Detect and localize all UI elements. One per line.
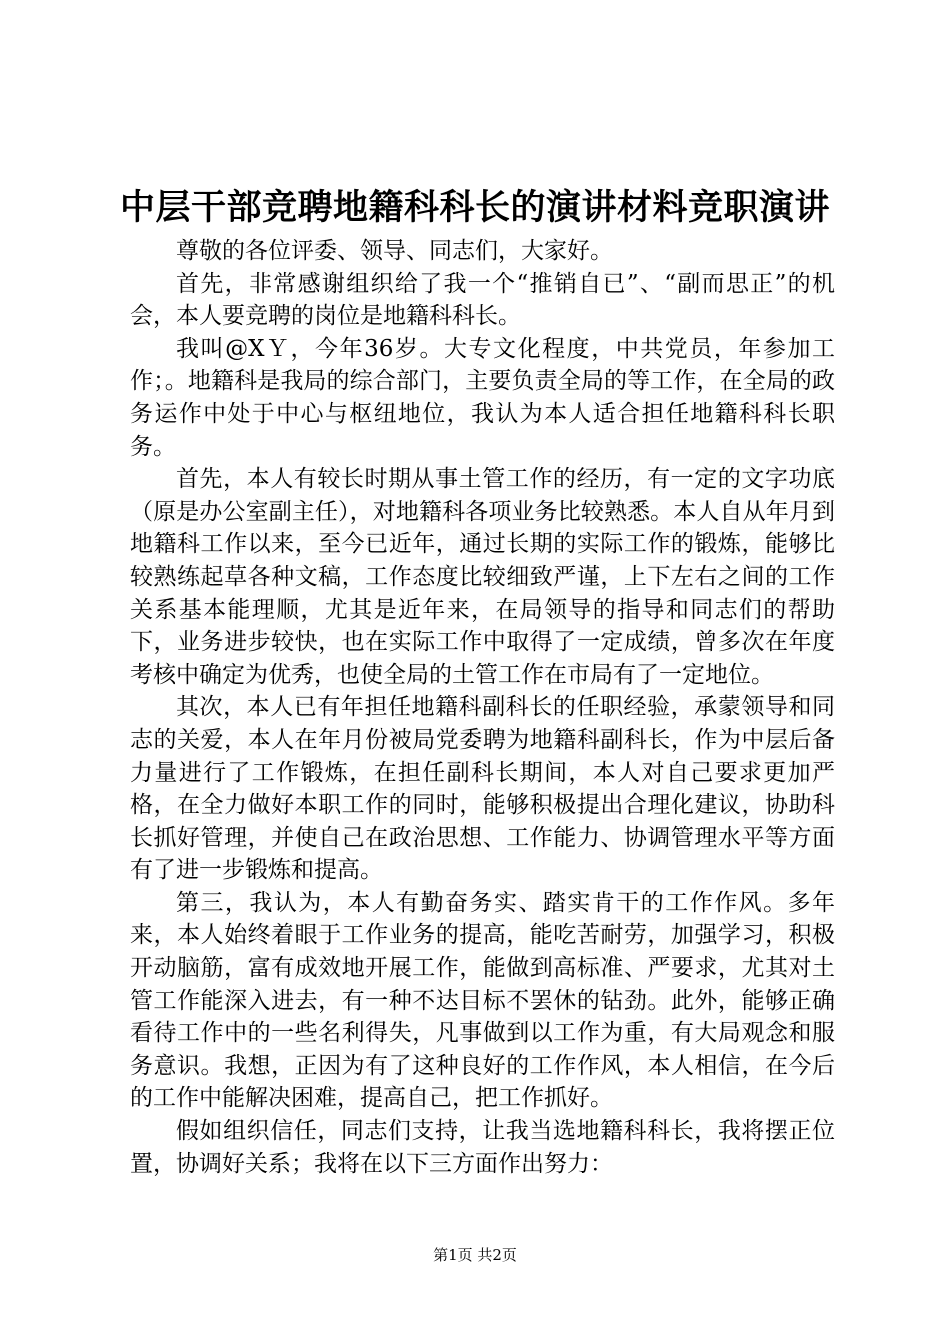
paragraph-third-reason: 第三，我认为，本人有勤奋务实、踏实肯干的工作作风。多年来，本人始终着眼于工作业务的提高，能吃苦耐劳，加强学习，积极开动脑筋，富有成效地开展工作，能做到高标准、严要求，尤其对土管工作能深入进去，有一种不达目标不罢休的钻劲。此外，能够正确看待工作中的一些名利得失，凡事做到以工作为重，有大局观念和服务意识。我想，正因为有了这种良好的工作作风，本人相信，在今后的工作中能解决困难，提高自己，把工作抓好。 (130, 889, 835, 1112)
paragraph-intro: 首先，非常感谢组织给了我一个“推销自已”、“副而思正”的机会，本人要竞聘的岗位是地籍科科长。 (130, 270, 835, 330)
document-title: 中层干部竞聘地籍科科长的演讲材料竞职演讲 (119, 187, 830, 228)
paragraph-greeting: 尊敬的各位评委、领导、同志们，大家好。 (176, 238, 613, 264)
paragraph-commitment: 假如组织信任，同志们支持，让我当选地籍科科长，我将摆正位置，协调好关系；我将在以下三方面作出努力： (130, 1118, 835, 1177)
document-body (130, 235, 835, 1180)
paragraph-first-reason: 首先，本人有较长时期从事土管工作的经历，有一定的文字功底（原是办公室副主任），对地籍科各项业务比较熟悉。本人自从年月到地籍科工作以来，至今已近年，通过长期的实际工作的锻炼，能够比较熟练起草各种文稿，工作态度比较细致严谨，上下左右之间的工作关系基本能理顺，尤其是近年来，在局领导的指导和同志们的帮助下，业务进步较快，也在实际工作中取得了一定成绩，曾多次在年度考核中确定为优秀，也使全局的土管工作在市局有了一定地位。 (130, 466, 835, 688)
paragraph-second-reason: 其次，本人已有年担任地籍科副科长的任职经验，承蒙领导和同志的关爱，本人在年月份被局党委聘为地籍科副科长，作为中层后备力量进行了工作锻炼，在担任副科长期间，本人对自己要求更加严格，在全力做好本职工作的同时，能够积极提出合理化建议，协助科长抓好管理，并使自己在政治思想、工作能力、协调管理水平等方面有了进一步锻炼和提高。 (130, 694, 835, 884)
paragraph-self-introduction: 我叫@XＹ，今年36岁。大专文化程度，中共党员，年参加工作；。地籍科是我局的综合部门，主要负责全局的等工作，在全局的政务运作中处于中心与枢纽地位，我认为本人适合担任地籍科科长职务。 (130, 335, 835, 460)
page-number-footer: 第1页 共2页 (433, 1246, 517, 1264)
